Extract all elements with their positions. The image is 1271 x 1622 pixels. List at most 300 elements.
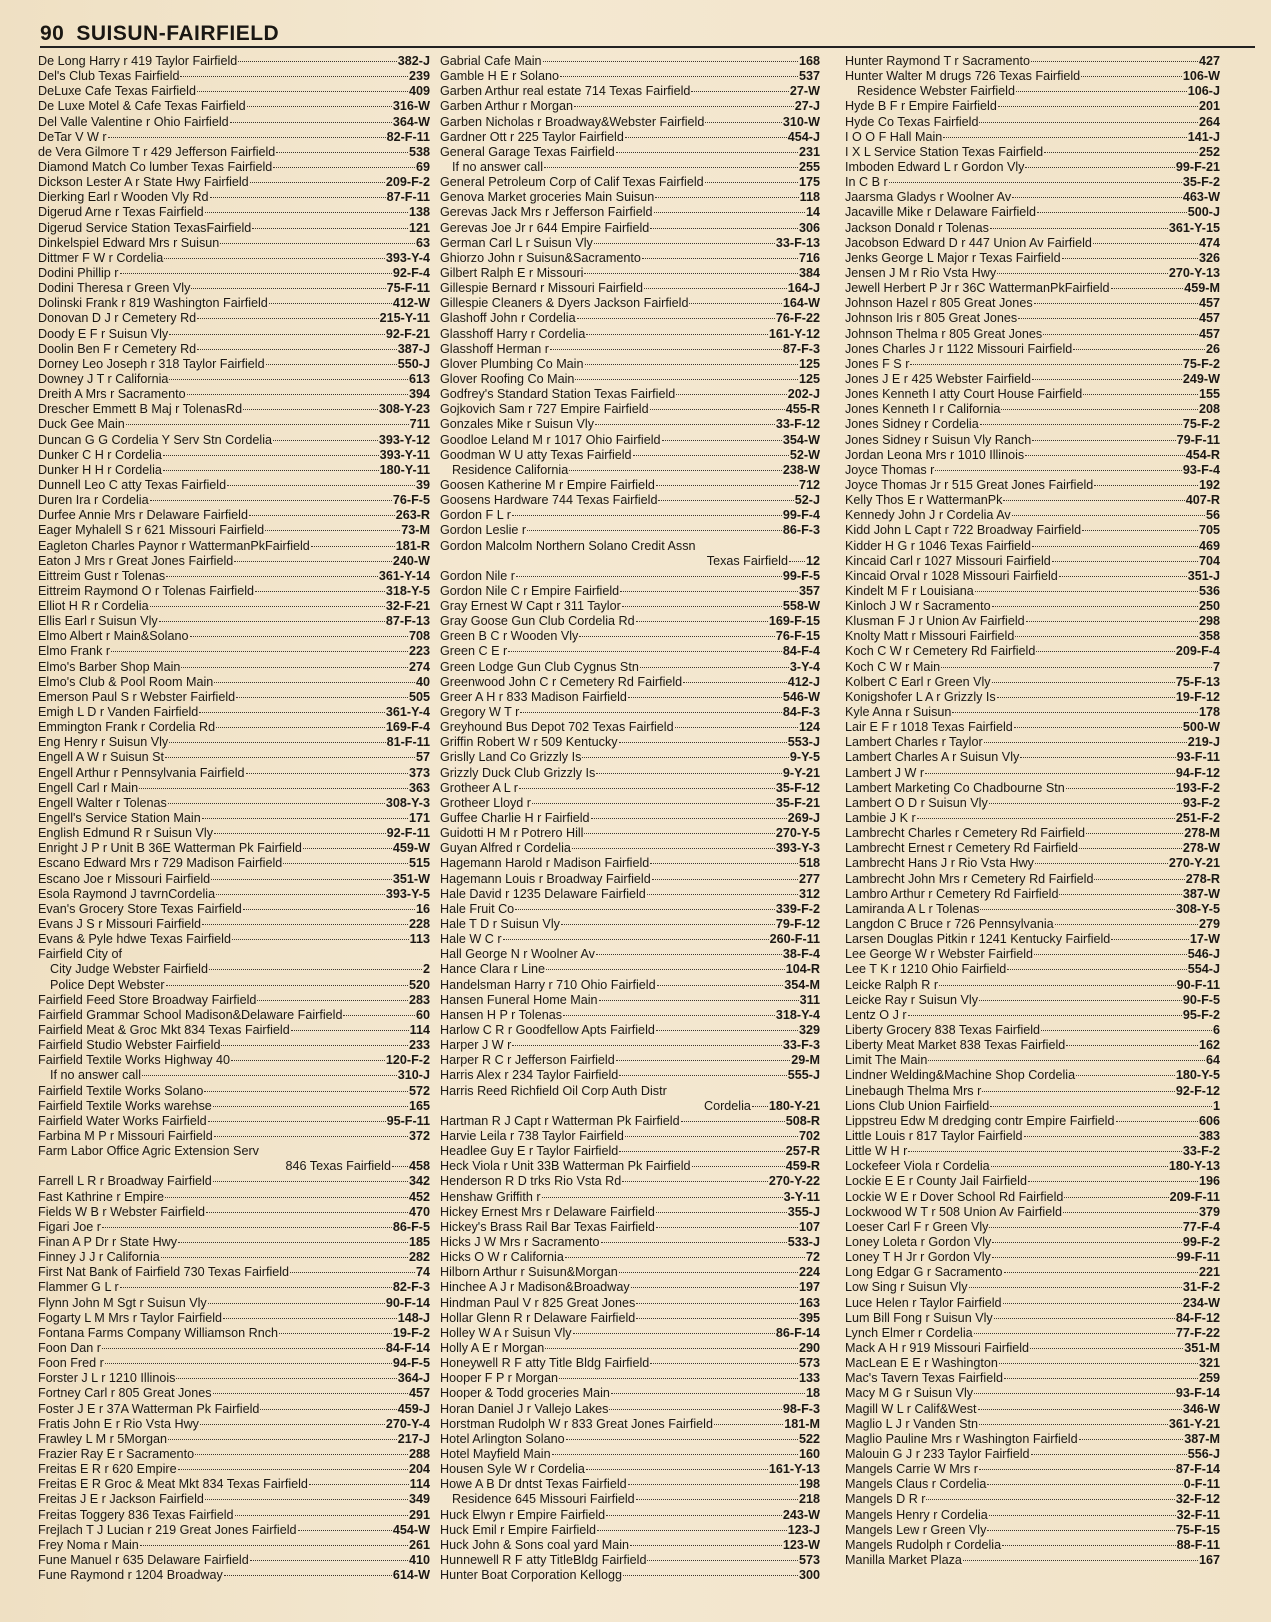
phone-number: 90-F-14 bbox=[385, 1295, 430, 1310]
listing-name: Finan A P Dr r State Hwy bbox=[38, 1234, 178, 1249]
listing-entry bbox=[440, 1190, 820, 1205]
listing-name: Hall George N r Woolner Av bbox=[440, 947, 595, 962]
listing-entry bbox=[845, 115, 1220, 130]
leader-dots bbox=[620, 591, 798, 592]
leader-dots bbox=[210, 197, 386, 198]
listing-entry bbox=[845, 690, 1220, 705]
listing-entry bbox=[440, 463, 820, 478]
listing-entry bbox=[440, 190, 820, 205]
listing-name: Honeywell R F atty Title Bldg Fairfield bbox=[440, 1356, 650, 1371]
leader-dots bbox=[941, 667, 1212, 668]
listing-entry bbox=[845, 569, 1220, 584]
leader-dots bbox=[1111, 288, 1184, 289]
leader-dots bbox=[1018, 318, 1198, 319]
listing-entry bbox=[845, 660, 1220, 675]
leader-dots bbox=[574, 106, 794, 107]
leader-dots bbox=[1052, 561, 1198, 562]
listing-name: Dierking Earl r Wooden Vly Rd bbox=[38, 190, 209, 205]
phone-number: 250 bbox=[1198, 599, 1220, 614]
listing-entry bbox=[38, 1311, 430, 1326]
listing-name: Garben Arthur real estate 714 Texas Fairfield bbox=[440, 84, 691, 99]
listing-entry bbox=[440, 1341, 820, 1356]
leader-dots bbox=[636, 621, 768, 622]
leader-dots bbox=[213, 1181, 408, 1182]
listing-name: Heck Viola r Unit 33B Watterman Pk Fairfield bbox=[440, 1159, 691, 1174]
listing-entry bbox=[38, 1265, 430, 1280]
listing-entry bbox=[440, 1432, 820, 1447]
phone-number: 277 bbox=[798, 871, 820, 886]
listing-name: Doody E F r Suisun Vly bbox=[38, 326, 169, 341]
listing-name: Engell Carl r Main bbox=[38, 780, 139, 795]
phone-number: 282 bbox=[408, 1250, 430, 1265]
leader-dots bbox=[650, 863, 798, 864]
leader-dots bbox=[227, 485, 415, 486]
listing-name: Flammer G L r bbox=[38, 1280, 119, 1295]
phone-number: 533-J bbox=[787, 1234, 820, 1249]
listing-name: Hyde Co Texas Fairfield bbox=[845, 114, 979, 129]
leader-dots bbox=[197, 91, 408, 92]
listing-entry bbox=[38, 1038, 430, 1053]
listing-name: Liberty Grocery 838 Texas Fairfield bbox=[845, 1023, 1041, 1037]
listing-entry bbox=[440, 690, 820, 705]
phone-number: 92-F-4 bbox=[392, 265, 430, 280]
listing-name: I X L Service Station Texas Fairfield bbox=[845, 144, 1044, 159]
phone-number: 95-F-2 bbox=[1182, 1007, 1220, 1022]
phone-number: 124 bbox=[798, 720, 820, 735]
leader-dots bbox=[343, 1015, 415, 1016]
listing-name: Diamond Match Co lumber Texas Fairfield bbox=[38, 159, 273, 174]
listing-entry bbox=[38, 584, 430, 599]
running-head: SUISUN-FAIRFIELD bbox=[76, 22, 280, 45]
leader-dots bbox=[178, 1469, 408, 1470]
listing-entry bbox=[845, 1417, 1220, 1432]
leader-dots bbox=[609, 1409, 781, 1410]
listing-entry bbox=[38, 327, 430, 342]
listing-name: Eaton J Mrs r Great Jones Fairfield bbox=[38, 553, 234, 568]
leader-dots bbox=[1004, 1378, 1198, 1379]
listing-entry bbox=[440, 251, 820, 266]
leader-dots bbox=[596, 773, 782, 774]
leader-dots bbox=[647, 1560, 798, 1561]
phone-number: 240-W bbox=[392, 553, 430, 568]
listing-entry bbox=[440, 1417, 820, 1432]
listing-name: Jacobson Edward D r 447 Union Av Fairfield bbox=[845, 235, 1092, 250]
listing-entry bbox=[845, 675, 1220, 690]
listing-entry bbox=[845, 1038, 1220, 1053]
listing-entry bbox=[845, 1508, 1220, 1523]
listing-name: Lambro Arthur r Cemetery Rd Fairfield bbox=[845, 886, 1059, 901]
listing-name: Freitas E R r 620 Empire bbox=[38, 1462, 177, 1477]
listing-entry bbox=[38, 130, 430, 145]
listing-name: Kinloch J W r Sacramento bbox=[845, 599, 991, 614]
listing-entry bbox=[38, 508, 430, 523]
listing-entry bbox=[440, 841, 820, 856]
phone-number: 520 bbox=[408, 977, 430, 992]
phone-number: 171 bbox=[408, 811, 430, 826]
phone-number: 382-J bbox=[397, 54, 430, 68]
phone-number: 164-W bbox=[782, 296, 820, 311]
listing-entry bbox=[440, 357, 820, 372]
listing-name: Freitas E R Groc & Meat Mkt 834 Texas Fairfield bbox=[38, 1477, 308, 1492]
leader-dots bbox=[577, 318, 775, 319]
listing-name: Harris Reed Richfield Oil Corp Auth Distr bbox=[440, 1083, 667, 1098]
leader-dots bbox=[992, 682, 1175, 683]
leader-dots bbox=[249, 515, 395, 516]
listing-entry bbox=[440, 1402, 820, 1417]
listing-entry bbox=[38, 99, 430, 114]
leader-dots bbox=[982, 1091, 1175, 1092]
listing-name: Goodman W U atty Texas Fairfield bbox=[440, 447, 632, 462]
listing-entry bbox=[38, 554, 430, 569]
listing-entry bbox=[38, 917, 430, 932]
listing-name: 846 Texas Fairfield bbox=[285, 1159, 391, 1174]
listing-entry bbox=[440, 205, 820, 220]
leader-dots bbox=[1016, 91, 1187, 92]
listing-name: Koch C W r Cemetery Rd Fairfield bbox=[845, 644, 1036, 659]
leader-dots bbox=[216, 727, 385, 728]
phone-number: 410 bbox=[408, 1552, 430, 1567]
listing-entry bbox=[440, 962, 820, 977]
leader-dots bbox=[586, 334, 768, 335]
leader-dots bbox=[596, 954, 782, 955]
listing-name: Lippstreu Edw M dredging contr Empire Fairfield bbox=[845, 1113, 1115, 1128]
phone-number: 86-F-3 bbox=[782, 523, 820, 538]
leader-dots bbox=[105, 1363, 392, 1364]
listing-entry bbox=[38, 1402, 430, 1417]
leader-dots bbox=[935, 470, 1182, 471]
listing-entry bbox=[440, 796, 820, 811]
listing-name: Jones Sidney r Suisun Vly Ranch bbox=[845, 432, 1032, 447]
listing-name: Mangels Rudolph r Cordelia bbox=[845, 1537, 1002, 1552]
listing-entry bbox=[845, 644, 1220, 659]
leader-dots bbox=[619, 1272, 798, 1273]
phone-number: 354-W bbox=[782, 432, 820, 447]
leader-dots bbox=[623, 1575, 798, 1576]
listing-entry bbox=[845, 417, 1220, 432]
leader-dots bbox=[908, 1015, 1182, 1016]
listing-entry bbox=[38, 1447, 430, 1462]
listing-entry bbox=[845, 387, 1220, 402]
listing-name: Hunter Walter M drugs 726 Texas Fairfield bbox=[845, 69, 1081, 84]
phone-number: 93-F-4 bbox=[1182, 462, 1220, 477]
leader-dots bbox=[1036, 651, 1175, 652]
listing-entry bbox=[845, 962, 1220, 977]
phone-number: 17-W bbox=[1189, 932, 1220, 947]
phone-number: 260-F-11 bbox=[769, 932, 820, 947]
phone-number: 18 bbox=[805, 1386, 820, 1401]
phone-number: 169-F-4 bbox=[385, 720, 430, 735]
listing-name: Mack A H r 919 Missouri Fairfield bbox=[845, 1340, 1030, 1355]
phone-number: 316-W bbox=[392, 99, 430, 114]
leader-dots bbox=[1026, 621, 1198, 622]
listing-name: Gordon Malcolm Northern Solano Credit Assn bbox=[440, 538, 696, 553]
listing-column-1 bbox=[38, 54, 430, 1583]
listing-name: Fogarty L M Mrs r Taylor Fairfield bbox=[38, 1310, 223, 1325]
listing-name: Horstman Rudolph W r 833 Great Jones Fairfield bbox=[440, 1416, 713, 1431]
phone-number: 274 bbox=[408, 659, 430, 674]
listing-name: Gonzales Mike r Suisun Vly bbox=[440, 417, 594, 432]
phone-number: 372 bbox=[408, 1128, 430, 1143]
listing-entry bbox=[845, 554, 1220, 569]
phone-number: 373 bbox=[408, 765, 430, 780]
listing-entry bbox=[845, 993, 1220, 1008]
listing-name: Griffin Robert W r 509 Kentucky bbox=[440, 735, 618, 750]
phone-number: 77-F-4 bbox=[1182, 1219, 1220, 1234]
leader-dots bbox=[532, 803, 775, 804]
listing-entry bbox=[845, 720, 1220, 735]
phone-number: 93-F-14 bbox=[1175, 1386, 1220, 1401]
listing-entry bbox=[440, 1023, 820, 1038]
phone-number: 181-R bbox=[395, 538, 430, 553]
listing-entry bbox=[440, 766, 820, 781]
listing-name: Fairfield City of bbox=[38, 947, 122, 962]
listing-entry bbox=[845, 508, 1220, 523]
listing-name: Dolinski Frank r 819 Washington Fairfield bbox=[38, 296, 268, 311]
listing-entry bbox=[845, 917, 1220, 932]
leader-dots bbox=[691, 91, 789, 92]
leader-dots bbox=[998, 106, 1198, 107]
leader-dots bbox=[560, 76, 798, 77]
listing-entry bbox=[845, 811, 1220, 826]
phone-number: 19-F-2 bbox=[392, 1325, 430, 1340]
listing-entry bbox=[38, 660, 430, 675]
listing-name: Dunnell Leo C atty Texas Fairfield bbox=[38, 477, 227, 492]
leader-dots bbox=[1020, 757, 1175, 758]
listing-entry bbox=[38, 69, 430, 84]
phone-number: 614-W bbox=[392, 1568, 430, 1583]
listing-name: Gerevas Joe Jr r 644 Empire Fairfield bbox=[440, 220, 650, 235]
leader-dots bbox=[625, 137, 787, 138]
listing-entry bbox=[440, 1326, 820, 1341]
phone-number: 457 bbox=[408, 1386, 430, 1401]
leader-dots bbox=[926, 1499, 1174, 1500]
phone-number: 454-R bbox=[1185, 447, 1220, 462]
leader-dots bbox=[515, 909, 775, 910]
phone-number: 74 bbox=[415, 1265, 430, 1280]
leader-dots bbox=[992, 1257, 1176, 1258]
phone-number: 556-J bbox=[1187, 1446, 1220, 1461]
phone-number: 76-F-15 bbox=[775, 629, 820, 644]
phone-number: 384 bbox=[798, 265, 820, 280]
listing-name: Fast Kathrine r Empire bbox=[38, 1189, 164, 1204]
leader-dots bbox=[168, 803, 385, 804]
listing-name: Hicks J W Mrs r Sacramento bbox=[440, 1234, 600, 1249]
phone-number: 114 bbox=[409, 1023, 430, 1037]
listing-entry bbox=[845, 1159, 1220, 1174]
listing-name: Del's Club Texas Fairfield bbox=[38, 69, 180, 84]
leader-dots bbox=[273, 167, 415, 168]
listing-name: Lambrecht Hans J r Rio Vsta Hwy bbox=[845, 856, 1034, 871]
leader-dots bbox=[178, 1242, 408, 1243]
listing-name: Knolty Matt r Missouri Fairfield bbox=[845, 629, 1015, 644]
listing-name: Hale Fruit Co bbox=[440, 901, 515, 916]
phone-number: 99-F-2 bbox=[1182, 1234, 1220, 1249]
listing-entry bbox=[845, 932, 1220, 947]
phone-number: 393-Y-3 bbox=[775, 841, 820, 856]
leader-dots bbox=[238, 61, 397, 62]
phone-number: 342 bbox=[408, 1174, 430, 1189]
listing-name: Glover Plumbing Co Main bbox=[440, 356, 584, 371]
leader-dots bbox=[1025, 455, 1184, 456]
leader-dots bbox=[512, 515, 782, 516]
phone-number: 412-W bbox=[392, 296, 430, 311]
phone-number: 180-Y-21 bbox=[768, 1098, 820, 1113]
phone-number: 224 bbox=[798, 1265, 820, 1280]
listing-name: Henderson R D trks Rio Vsta Rd bbox=[440, 1174, 622, 1189]
listing-name: Lamiranda A L r Tolenas bbox=[845, 901, 980, 916]
listing-name: Hicks O W r California bbox=[440, 1250, 564, 1265]
listing-name: Lockwood W T r 508 Union Av Fairfield bbox=[845, 1204, 1063, 1219]
listing-entry bbox=[440, 1311, 820, 1326]
listing-entry bbox=[440, 1356, 820, 1371]
listing-entry bbox=[38, 493, 430, 508]
phone-number: 234-W bbox=[1182, 1295, 1220, 1310]
leader-dots bbox=[681, 1121, 785, 1122]
listing-entry bbox=[38, 735, 430, 750]
phone-number: 175 bbox=[798, 175, 820, 190]
leader-dots bbox=[650, 409, 785, 410]
leader-dots bbox=[1064, 1197, 1168, 1198]
listing-name: Texas Fairfield bbox=[706, 553, 788, 568]
listing-entry bbox=[38, 599, 430, 614]
listing-entry bbox=[440, 1250, 820, 1265]
phone-number: 196 bbox=[1198, 1174, 1220, 1189]
phone-number: 93-F-2 bbox=[1182, 795, 1220, 810]
listing-entry bbox=[440, 1235, 820, 1250]
listing-entry bbox=[845, 1523, 1220, 1538]
listing-name: Frazier Ray E r Sacramento bbox=[38, 1446, 195, 1461]
listing-entry bbox=[440, 221, 820, 236]
listing-name: Lambrecht Ernest r Cemetery Rd Fairfield bbox=[845, 841, 1079, 856]
phone-number: 167 bbox=[1198, 1552, 1220, 1567]
phone-number: 168 bbox=[798, 54, 820, 68]
phone-number: 290 bbox=[798, 1340, 820, 1355]
leader-dots bbox=[234, 561, 392, 562]
phone-number: 251-F-2 bbox=[1175, 811, 1220, 826]
phone-number: 160 bbox=[798, 1446, 820, 1461]
phone-number: 339-F-2 bbox=[775, 901, 820, 916]
phone-number: 106-W bbox=[1182, 69, 1220, 84]
listing-name: Mangels Henry r Cordelia bbox=[845, 1507, 988, 1522]
listing-entry bbox=[38, 796, 430, 811]
listing-entry bbox=[440, 448, 820, 463]
leader-dots bbox=[545, 1348, 798, 1349]
phone-number: 231 bbox=[798, 144, 820, 159]
leader-dots bbox=[197, 349, 397, 350]
phone-number: 310-W bbox=[782, 114, 820, 129]
listing-entry bbox=[38, 1492, 430, 1507]
listing-name: Low Sing r Suisun Vly bbox=[845, 1280, 968, 1295]
leader-dots bbox=[656, 485, 798, 486]
phone-number: 86-F-5 bbox=[392, 1219, 430, 1234]
leader-dots bbox=[1116, 1121, 1198, 1122]
listing-name: Glover Roofing Co Main bbox=[440, 371, 575, 386]
listing-name: Fairfield Grammar School Madison&Delaware Fairfield bbox=[38, 1007, 343, 1022]
listing-name: Gordon F L r bbox=[440, 508, 511, 523]
phone-number: 35-F-2 bbox=[1182, 175, 1220, 190]
leader-dots bbox=[202, 924, 408, 925]
listing-name: Gillespie Cleaners & Dyers Jackson Fairfield bbox=[440, 296, 689, 311]
listing-entry bbox=[38, 614, 430, 629]
listing-name: Evans J S r Missouri Fairfield bbox=[38, 917, 202, 932]
phone-number: 52-J bbox=[794, 493, 820, 508]
leader-dots bbox=[190, 636, 408, 637]
listing-entry bbox=[440, 826, 820, 841]
listing-name: Farrell L R r Broadway Fairfield bbox=[38, 1174, 212, 1189]
phone-number: 82-F-3 bbox=[392, 1280, 430, 1295]
phone-number: 93-F-11 bbox=[1176, 750, 1220, 765]
listing-entry bbox=[38, 372, 430, 387]
listing-entry bbox=[440, 54, 820, 69]
leader-dots bbox=[601, 1242, 787, 1243]
listing-name: Residence Webster Fairfield bbox=[857, 84, 1015, 99]
phone-number: 77-F-22 bbox=[1175, 1325, 1220, 1340]
leader-dots bbox=[628, 1484, 798, 1485]
listing-name: Hooper F P r Morgan bbox=[440, 1371, 559, 1386]
listing-entry bbox=[845, 1220, 1220, 1235]
leader-dots bbox=[516, 576, 782, 577]
phone-number: 180-Y-5 bbox=[1175, 1068, 1220, 1083]
listing-entry bbox=[845, 978, 1220, 993]
phone-number: 351-M bbox=[1184, 1340, 1220, 1355]
listing-name: Hunter Raymond T r Sacramento bbox=[845, 54, 1031, 68]
leader-dots bbox=[1076, 1075, 1175, 1076]
listing-name: Kidder H G r 1046 Texas Fairfield bbox=[845, 538, 1031, 553]
leader-dots bbox=[1066, 1045, 1198, 1046]
leader-dots bbox=[1034, 954, 1187, 955]
listing-name: Lambert O D r Suisun Vly bbox=[845, 795, 988, 810]
phone-number: 99-F-5 bbox=[782, 568, 820, 583]
phone-number: 291 bbox=[408, 1507, 430, 1522]
phone-number: 459-W bbox=[392, 841, 430, 856]
leader-dots bbox=[622, 606, 782, 607]
listing-name: Genova Market groceries Main Suisun bbox=[440, 190, 655, 205]
phone-number: 463-W bbox=[1182, 190, 1220, 205]
phone-number: 86-F-14 bbox=[775, 1325, 820, 1340]
listing-entry bbox=[38, 1508, 430, 1523]
phone-number: 81-F-11 bbox=[386, 735, 430, 750]
listing-entry bbox=[845, 887, 1220, 902]
phone-number: 19-F-12 bbox=[1175, 689, 1220, 704]
leader-dots bbox=[974, 1393, 1175, 1394]
leader-dots bbox=[689, 303, 781, 304]
phone-number: 458 bbox=[408, 1159, 430, 1174]
listing-name: Jones F S r bbox=[845, 356, 910, 371]
listing-name: Freitas Toggery 836 Texas Fairfield bbox=[38, 1507, 234, 1522]
leader-dots bbox=[1012, 515, 1205, 516]
listing-name: Loney T H Jr r Gordon Vly bbox=[845, 1250, 991, 1265]
listing-entry bbox=[38, 856, 430, 871]
listing-name: Fairfield Textile Works warehse bbox=[38, 1098, 212, 1113]
leader-dots bbox=[1028, 1181, 1198, 1182]
listing-name: Linebaugh Thelma Mrs r bbox=[845, 1083, 982, 1098]
listing-name: Fairfield Water Works Fairfield bbox=[38, 1113, 207, 1128]
leader-dots bbox=[630, 1545, 782, 1546]
leader-dots bbox=[266, 364, 397, 365]
listing-name: Elmo Albert r Main&Solano bbox=[38, 629, 189, 644]
listing-name: Limit The Main bbox=[845, 1053, 928, 1068]
phone-number: 99-F-11 bbox=[1176, 1250, 1220, 1265]
listing-entry bbox=[845, 1296, 1220, 1311]
listing-name: Jacaville Mike r Delaware Fairfield bbox=[845, 205, 1037, 220]
listing-entry bbox=[845, 1068, 1220, 1083]
listing-name: Lockie E E r County Jail Fairfield bbox=[845, 1174, 1027, 1189]
leader-dots bbox=[552, 1454, 798, 1455]
leader-dots bbox=[163, 470, 379, 471]
leader-dots bbox=[214, 1136, 408, 1137]
listing-entry bbox=[38, 236, 430, 251]
listing-entry bbox=[38, 342, 430, 357]
